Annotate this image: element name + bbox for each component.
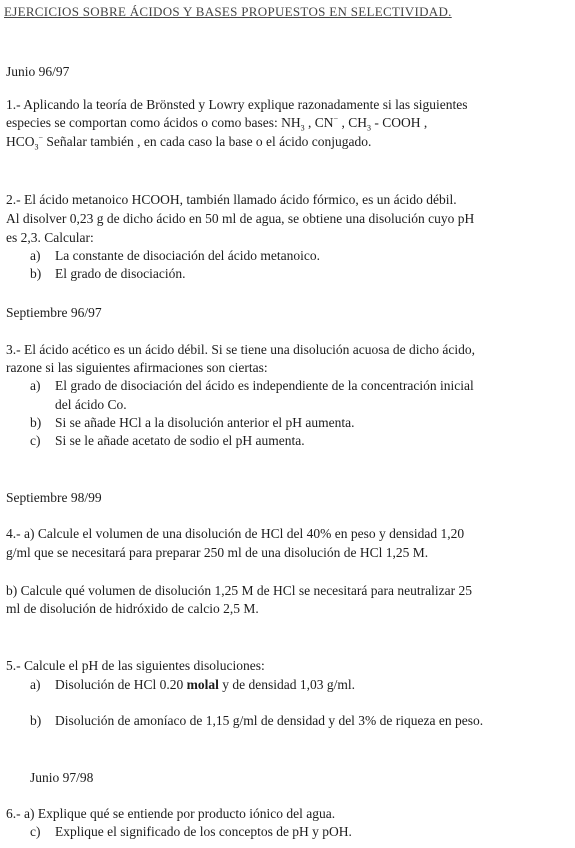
- item-marker: a): [30, 248, 41, 263]
- subscript: 3: [366, 123, 371, 133]
- subscript: 3: [300, 123, 305, 133]
- superscript: −: [333, 114, 339, 124]
- question-3-item-b: Si se añade HCl a la disolución anterior el pH aumenta.: [55, 415, 355, 430]
- question-4-line-4: ml de disolución de hidróxido de calcio 2,5 M.: [6, 601, 259, 616]
- text-span: , CN: [304, 115, 334, 130]
- question-4-line-3: b) Calcule qué volumen de disolución 1,25 M de HCl se necesitará para neutralizar 25: [6, 583, 472, 598]
- question-5-item-a: [55, 677, 355, 693]
- text-span: , CH: [338, 115, 367, 130]
- section-heading-septiembre-96-97: Septiembre 96/97: [6, 305, 102, 320]
- question-5-item-b: Disolución de amoníaco de 1,15 g/ml de densidad y del 3% de riqueza en peso.: [55, 713, 484, 728]
- text-span: Disolución de HCl 0.20: [55, 677, 187, 692]
- question-3-line-1: 3.- El ácido acético es un ácido débil. Si se tiene una disolución acuosa de dicho ácido,: [6, 342, 475, 357]
- text-span: especies se comportan como ácidos o como bases: NH: [6, 115, 301, 130]
- bold-text: molal: [186, 677, 219, 692]
- question-5-line-1: 5.- Calcule el pH de las siguientes disoluciones:: [6, 658, 265, 673]
- text-span: y de densidad 1,03 g/ml.: [218, 677, 355, 692]
- subscript: 3: [34, 142, 39, 152]
- question-2-item-a: La constante de disociación del ácido metanoico.: [55, 248, 321, 263]
- question-2-line-1: 2.- El ácido metanoico HCOOH, también llamado ácido fórmico, es un ácido débil.: [6, 192, 457, 207]
- text-span: - COOH ,: [370, 115, 428, 130]
- question-3-item-a-line-2: del ácido Co.: [55, 397, 127, 412]
- item-marker: c): [30, 824, 41, 839]
- section-heading-junio-96-97: Junio 96/97: [6, 64, 70, 79]
- question-2-item-b: El grado de disociación.: [55, 266, 186, 281]
- section-heading-junio-97-98: Junio 97/98: [30, 770, 94, 785]
- question-1-line-3: [6, 134, 371, 150]
- question-2-line-3: es 2,3. Calcular:: [6, 230, 94, 245]
- question-3-item-c: Si se le añade acetato de sodio el pH aumenta.: [55, 433, 305, 448]
- question-3-item-a-line-1: El grado de disociación del ácido es independiente de la concentración inicial: [55, 378, 474, 393]
- item-marker: b): [30, 415, 42, 430]
- question-4-line-1: 4.- a) Calcule el volumen de una disolución de HCl del 40% en peso y densidad 1,20: [6, 526, 465, 541]
- question-4-line-2: g/ml que se necesitará para preparar 250 ml de una disolución de HCl 1,25 M.: [6, 545, 429, 560]
- question-6-line-1: 6.- a) Explique qué se entiende por producto iónico del agua.: [6, 806, 336, 821]
- question-1-line-1: 1.- Aplicando la teoría de Brönsted y Lowry explique razonadamente si las siguientes: [6, 97, 468, 112]
- text-span: Señalar también , en cada caso la base o el ácido conjugado.: [43, 134, 372, 149]
- question-6-item-c: Explique el significado de los conceptos de pH y pOH.: [55, 824, 352, 839]
- item-marker: a): [30, 677, 41, 692]
- section-heading-septiembre-98-99: Septiembre 98/99: [6, 490, 102, 505]
- question-3-line-2: razone si las siguientes afirmaciones son ciertas:: [6, 360, 268, 375]
- item-marker: b): [30, 266, 42, 281]
- item-marker: b): [30, 713, 42, 728]
- text-span: HCO: [6, 134, 35, 149]
- document-header: EJERCICIOS SOBRE ÁCIDOS Y BASES PROPUESTOS EN SELECTIVIDAD.: [4, 4, 452, 19]
- question-2-line-2: Al disolver 0,23 g de dicho ácido en 50 ml de agua, se obtiene una disolución cuyo pH: [6, 211, 475, 226]
- question-1-line-2: [6, 115, 427, 131]
- item-marker: a): [30, 378, 41, 393]
- superscript: −: [38, 133, 44, 143]
- item-marker: c): [30, 433, 41, 448]
